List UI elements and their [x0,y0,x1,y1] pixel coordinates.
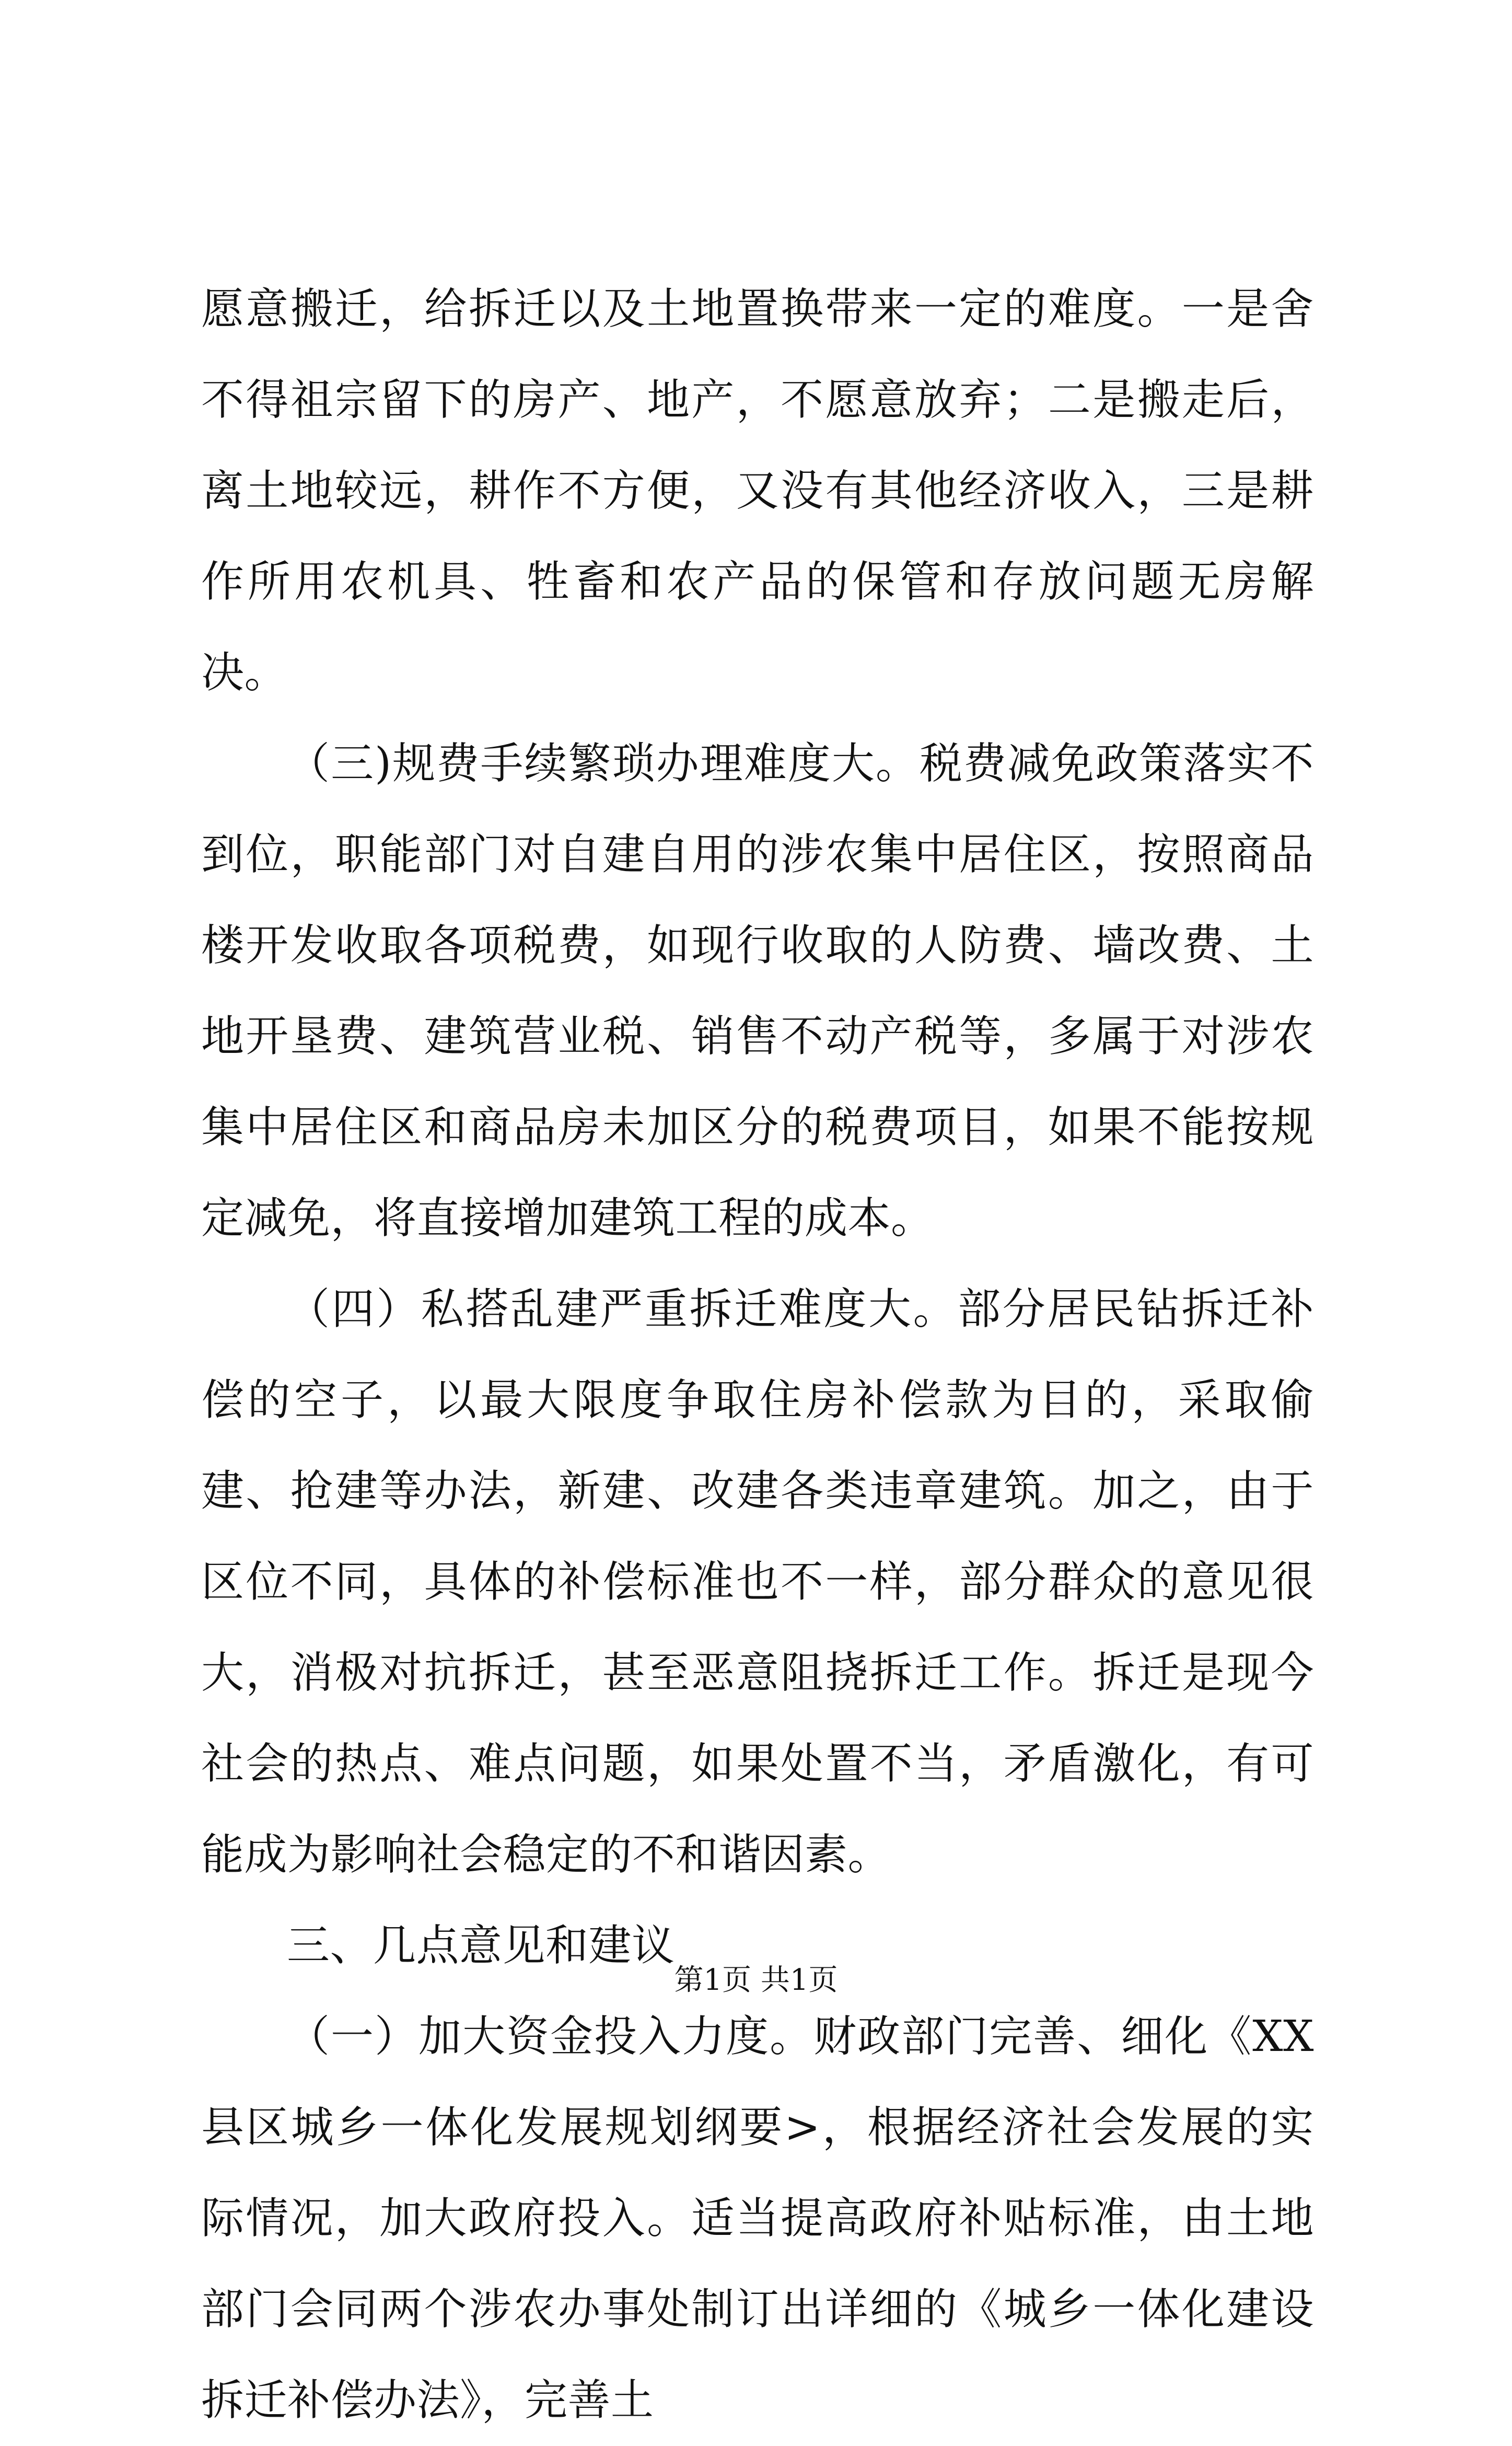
paragraph-section-4: （四）私搭乱建严重拆迁难度大。部分居民钻拆迁补偿的空子，以最大限度争取住房补偿款为目的，采取偷建、抢建等办法，新建、改建各类违章建筑。加之，由于区位不同，具体的补偿标准也不一样，部分群众的意见很大，消极对抗拆迁，甚至恶意阻挠拆迁工作。拆迁是现今社会的热点、难点问题，如果处置不当，矛盾激化，有可能成为影响社会稳定的不和谐因素。 [201,1284,1314,1880]
document-body [201,264,1314,2446]
page-footer: 第1页 共1页 [674,1963,838,1997]
section-heading: 三、几点意见和建议 [287,1921,675,1970]
paragraph-section-3: （三)规费手续繁琐办理难度大。税费减免政策落实不到位，职能部门对自建自用的涉农集中居住区，按照商品楼开发收取各项税费，如现行收取的人防费、墙改费、土地开垦费、建筑营业税、销售不动产税等，多属于对涉农集中居住区和商品房未加区分的税费项目，如果不能按规定减免，将直接增加建筑工程的成本。 [201,739,1314,1243]
paragraph-continuation: 愿意搬迁，给拆迁以及土地置换带来一定的难度。一是舍不得祖宗留下的房产、地产，不愿意放弃；二是搬走后，离土地较远，耕作不方便，又没有其他经济收入，三是耕作所用农机具、牲畜和农产品的保管和存放问题无房解决。 [201,284,1314,698]
paragraph-suggestion-1: （一）加大资金投入力度。财政部门完善、细化《XX县区城乡一体化发展规划纲要>，根据经济社会发展的实际情况，加大政府投入。适当提高政府补贴标准，由土地部门会同两个涉农办事处制订出详细的《城乡一体化建设拆迁补偿办法》，完善土 [201,2012,1314,2425]
